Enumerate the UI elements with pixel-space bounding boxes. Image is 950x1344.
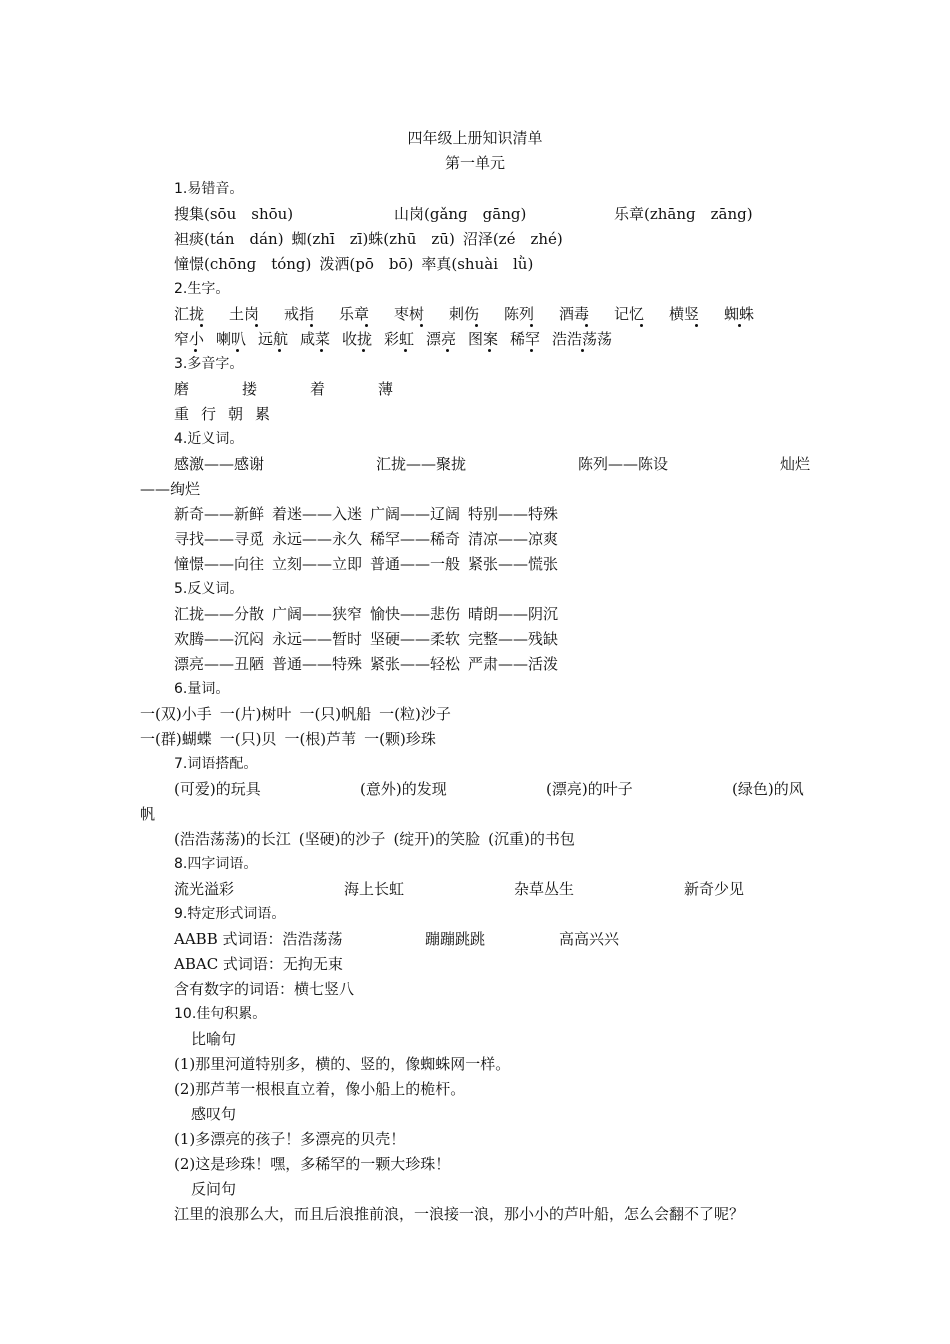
ant-pair: 严肃——活泼 [468,655,559,673]
ant-pair: 普通——特殊 [272,655,363,673]
pron-item: 袒痰(tán dán) [174,230,284,248]
ant-pair: 广阔——狭窄 [272,605,363,623]
ant-pair: 欢腾——沉闷 [174,630,265,648]
syn-pair: 清凉——凉爽 [468,530,559,548]
section-heading: 8.四字词语。 [174,856,258,872]
colloc-wrap: 帆 [140,805,156,823]
abac-row: ABAC 式词语：无拘无束 [174,955,343,973]
char-word: 乐章 [339,302,394,327]
meas-item: 一(片)树叶 [219,705,292,723]
four-word: 流光溢彩 [174,880,235,898]
poly-char: 薄 [378,380,394,398]
char-word: 图案 [468,327,510,352]
meas-item: 一(双)小手 [140,705,212,723]
colloc-item: (绿色)的风 [732,780,804,798]
char-word: 酒毒 [559,302,614,327]
pron-row [140,252,820,277]
poly-char: 累 [255,405,271,423]
colloc-item: (绽开)的笑脸 [393,830,481,848]
ant-pair: 紧张——轻松 [370,655,461,673]
four-word: 海上长虹 [344,880,405,898]
char-word: 窄小 [174,327,216,352]
ant-row [140,652,820,677]
simile-label: 比喻句 [191,1030,237,1048]
colloc-item: (可爱)的玩具 [174,780,261,798]
syn-row [140,527,820,552]
rhetorical-label: 反问句 [191,1180,237,1198]
syn-pair: 寻找——寻觅 [174,530,265,548]
syn-row [140,502,820,527]
number-words-row: 含有数字的词语：横七竖八 [174,980,355,998]
colloc-item: (浩浩荡荡)的长江 [174,830,291,848]
char-word: 刺伤 [449,302,504,327]
poly-char: 朝 [228,405,244,423]
char-word: 咸菜 [300,327,342,352]
pron-item: 蜘(zhī zī)蛛(zhū zū) [291,230,455,248]
meas-row [140,727,820,752]
ant-row [140,627,820,652]
char-word: 戒指 [284,302,339,327]
sentence: (2)这是珍珠！嘿，多稀罕的一颗大珍珠！ [174,1155,451,1173]
syn-pair: 立刻——立即 [272,555,363,573]
colloc-item: (意外)的发现 [360,780,447,798]
unit-title: 第一单元 [444,154,505,172]
ant-pair: 完整——残缺 [468,630,559,648]
pron-item: 沼泽(zé zhé) [462,230,563,248]
section-heading: 2.生字。 [174,281,230,297]
chars-row [140,302,820,327]
syn-pair: 汇拢——聚拢 [376,455,467,473]
char-word: 稀罕 [510,327,552,352]
poly-row [140,377,820,402]
aabb-item: 高高兴兴 [559,930,620,948]
syn-pair: 感激——感谢 [174,455,265,473]
poly-char: 重 [174,405,190,423]
meas-item: 一(群)蝴蝶 [140,730,212,748]
char-word: 横竖 [669,302,724,327]
ant-pair: 愉快——悲伤 [370,605,461,623]
syn-pair: 憧憬——向往 [174,555,265,573]
colloc-item: (坚硬)的沙子 [298,830,386,848]
meas-item: 一(根)芦苇 [284,730,357,748]
aabb-row [140,927,820,952]
char-word: 漂亮 [426,327,468,352]
content [140,177,820,1227]
syn-row [140,552,820,577]
char-word: 记忆 [614,302,669,327]
sentence: (2)那芦苇一根根直立着，像小船上的桅杆。 [174,1080,466,1098]
char-word: 喇叭 [216,327,258,352]
pron-item: 山岗(gǎnɡ gāng) [394,205,527,223]
aabb-item: 蹦蹦跳跳 [425,930,486,948]
poly-char: 搂 [242,380,258,398]
char-word: 彩虹 [384,327,426,352]
meas-item: 一(颗)珍珠 [364,730,436,748]
section-heading: 3.多音字。 [174,356,244,372]
four-word: 新奇少见 [684,880,745,898]
section-heading: 7.词语搭配。 [174,756,258,772]
ant-pair: 汇拢——分散 [174,605,265,623]
chars-row [140,327,820,352]
ant-pair: 漂亮——丑陋 [174,655,265,673]
pron-item: 搜集(sōu shōu) [174,205,294,223]
colloc-item: (漂亮)的叶子 [546,780,633,798]
meas-item: 一(只)贝 [219,730,277,748]
poly-row [140,402,820,427]
syn-pair: 特别——特殊 [468,505,559,523]
syn-row [140,452,820,477]
section-heading: 6.量词。 [174,681,230,697]
meas-item: 一(只)帆船 [299,705,372,723]
meas-item: 一(粒)沙子 [379,705,451,723]
syn-pair: 着迷——入迷 [272,505,363,523]
syn-pair: 稀罕——稀奇 [370,530,461,548]
sentence: 江里的浪那么大，而且后浪推前浪，一浪接一浪，那小小的芦叶船，怎么会翻不了呢？ [174,1205,745,1223]
section-heading: 1.易错音。 [174,181,244,197]
ant-pair: 永远——暂时 [272,630,363,648]
colloc-row [140,827,820,852]
syn-wrap: ——绚烂 [140,480,201,498]
pron-row [140,202,820,227]
pron-row [140,227,820,252]
char-word: 蜘蛛 [724,302,754,327]
section-heading: 10.佳句积累。 [174,1006,267,1022]
char-word: 浩浩荡荡 [552,327,612,352]
syn-pair: 灿烂 [780,455,811,473]
syn-pair: 永远——永久 [272,530,363,548]
poly-char: 着 [310,380,326,398]
four-row [140,877,820,902]
char-word: 土岗 [229,302,284,327]
poly-char: 磨 [174,380,190,398]
pron-item: 率真(shuài lǜ) [421,255,534,273]
meas-row [140,702,820,727]
char-word: 汇拢 [174,302,229,327]
colloc-item: (沉重)的书包 [488,830,575,848]
pron-item: 憧憬(chōnɡ tóng) [174,255,312,273]
pron-item: 乐章(zhānɡ zāng) [614,205,753,223]
char-word: 枣树 [394,302,449,327]
four-word: 杂草丛生 [514,880,575,898]
syn-pair: 普通——一般 [370,555,461,573]
syn-pair: 广阔——辽阔 [370,505,461,523]
char-word: 陈列 [504,302,559,327]
syn-pair: 新奇——新鲜 [174,505,265,523]
char-word: 远航 [258,327,300,352]
poly-char: 行 [201,405,217,423]
ant-row [140,602,820,627]
colloc-row [140,777,820,802]
exclamation-label: 感叹句 [191,1105,237,1123]
sentence: (1)多漂亮的孩子！多漂亮的贝壳！ [174,1130,406,1148]
section-heading: 9.特定形式词语。 [174,906,286,922]
section-heading: 5.反义词。 [174,581,244,597]
syn-pair: 陈列——陈设 [578,455,669,473]
char-word: 收拢 [342,327,384,352]
pron-item: 泼洒(pō bō) [319,255,414,273]
ant-pair: 晴朗——阴沉 [468,605,559,623]
section-heading: 4.近义词。 [174,431,244,447]
syn-pair: 紧张——慌张 [468,555,559,573]
doc-title: 四年级上册知识清单 [407,129,543,147]
sentence: (1)那里河道特别多，横的、竖的，像蜘蛛网一样。 [174,1055,511,1073]
ant-pair: 坚硬——柔软 [370,630,461,648]
aabb-item: AABB 式词语：浩浩荡荡 [174,930,343,948]
